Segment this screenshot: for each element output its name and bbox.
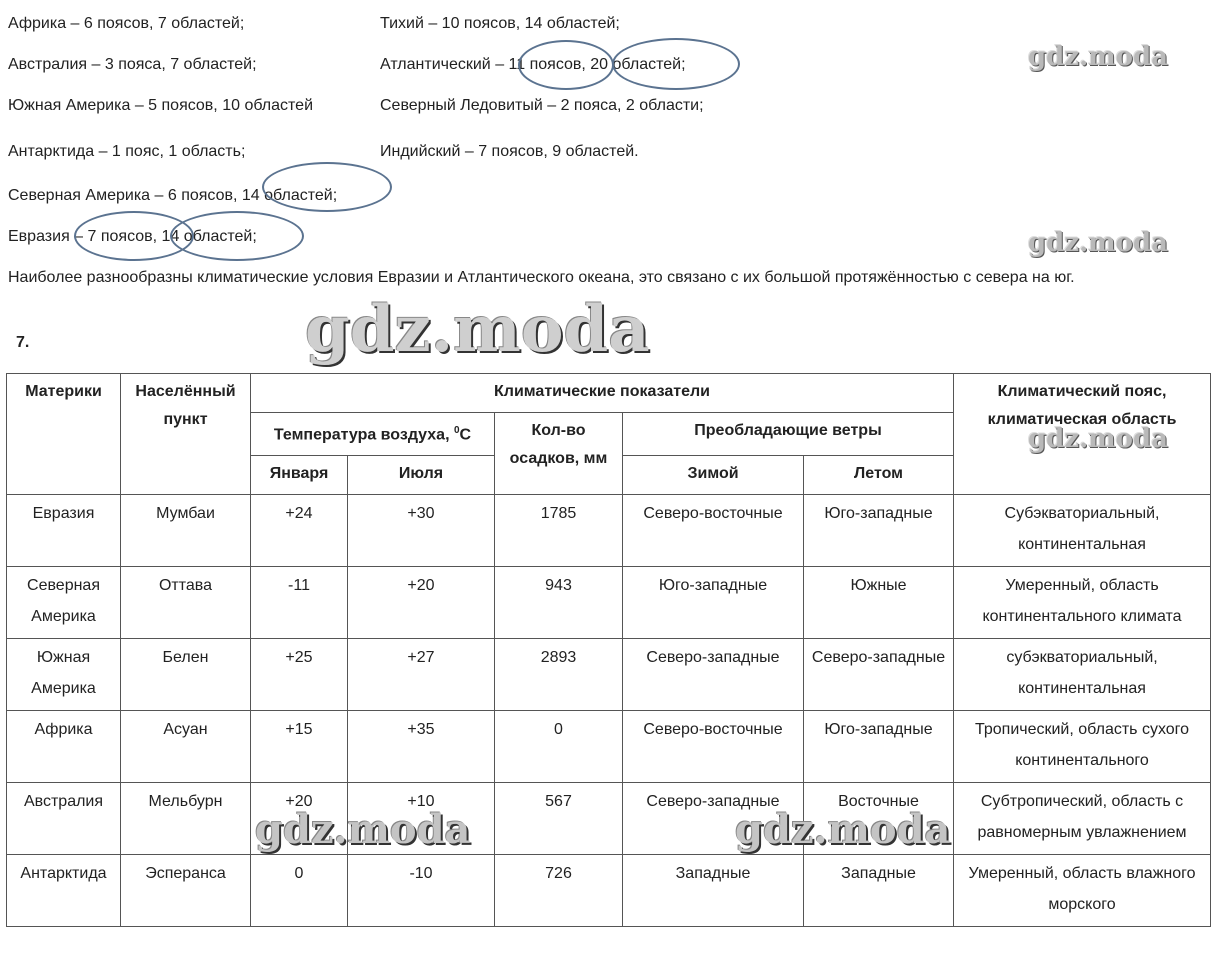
cell-winter: Юго-западные (623, 567, 804, 639)
cell-precip: 726 (495, 855, 623, 927)
ocean-line: Индийский – 7 поясов, 9 областей. (380, 143, 639, 160)
header-winds: Преобладающие ветры (623, 413, 954, 456)
cell-city: Оттава (121, 567, 251, 639)
cell-jan: +24 (251, 495, 348, 567)
cell-zone: Умеренный, область континентального климата (954, 567, 1211, 639)
header-indicators: Климатические показатели (251, 374, 954, 413)
header-precipitation: Кол-во осадков, мм (495, 413, 623, 495)
watermark: gdz.moda (735, 806, 951, 853)
task-number: 7. (16, 334, 30, 351)
cell-precip: 2893 (495, 639, 623, 711)
header-zone: Климатический пояс, климатическая область (954, 374, 1211, 495)
cell-city: Мумбаи (121, 495, 251, 567)
cell-continent: Африка (7, 711, 121, 783)
cell-jul: +30 (348, 495, 495, 567)
cell-precip: 1785 (495, 495, 623, 567)
cell-zone: Субэкваториальный, континентальная (954, 495, 1211, 567)
cell-precip: 943 (495, 567, 623, 639)
cell-continent: Евразия (7, 495, 121, 567)
cell-jul: +20 (348, 567, 495, 639)
header-temperature-label: Температура воздуха, (273, 426, 454, 444)
continent-line: Северная Америка – 6 поясов, 14 областей; (8, 187, 338, 204)
cell-winter: Северо-восточные (623, 495, 804, 567)
cell-summer: Южные (804, 567, 954, 639)
cell-jul: +10 (348, 783, 495, 855)
cell-zone: Умеренный, область влажного морского (954, 855, 1211, 927)
table-row (7, 639, 1211, 711)
watermark: gdz.moda (1028, 424, 1169, 454)
table-row (7, 567, 1211, 639)
watermark: gdz.moda (255, 806, 471, 853)
conclusion-text: Наиболее разнообразны климатические условия Евразии и Атлантического океана, это связано с их большой протяжённостью с севера на юг. (8, 269, 1075, 286)
cell-city: Белен (121, 639, 251, 711)
continent-line: Евразия – 7 поясов, 14 областей; (8, 228, 257, 245)
cell-summer: Западные (804, 855, 954, 927)
cell-winter: Северо-западные (623, 783, 804, 855)
header-january: Января (251, 456, 348, 495)
ocean-line: Тихий – 10 поясов, 14 областей; (380, 15, 620, 32)
watermark: gdz.moda (305, 292, 650, 367)
cell-jul: +27 (348, 639, 495, 711)
header-summer: Летом (804, 456, 954, 495)
continent-line: Австралия – 3 пояса, 7 областей; (8, 56, 257, 73)
cell-city: Мельбурн (121, 783, 251, 855)
header-continent: Материки (7, 374, 121, 495)
continent-line: Антарктида – 1 пояс, 1 область; (8, 143, 246, 160)
cell-jan: +20 (251, 783, 348, 855)
cell-continent: Северная Америка (7, 567, 121, 639)
cell-jan: 0 (251, 855, 348, 927)
celsius-mark: С (459, 426, 472, 444)
climate-table (6, 373, 1211, 927)
watermark: gdz.moda (1028, 42, 1169, 72)
header-july: Июля (348, 456, 495, 495)
continent-line: Южная Америка – 5 поясов, 10 областей (8, 97, 313, 114)
cell-jul: -10 (348, 855, 495, 927)
header-city: Населённый пункт (121, 374, 251, 495)
cell-summer: Юго-западные (804, 495, 954, 567)
cell-zone: Субтропический, область с равномерным увлажнением (954, 783, 1211, 855)
cell-winter: Северо-западные (623, 639, 804, 711)
ocean-line: Атлантический – 11 поясов, 20 областей; (380, 56, 686, 73)
cell-jan: +15 (251, 711, 348, 783)
cell-jan: +25 (251, 639, 348, 711)
cell-jan: -11 (251, 567, 348, 639)
header-temperature (251, 413, 495, 456)
cell-winter: Северо-восточные (623, 711, 804, 783)
degree-mark: 0 (453, 425, 460, 436)
cell-city: Эсперанса (121, 855, 251, 927)
cell-continent: Австралия (7, 783, 121, 855)
continent-line: Африка – 6 поясов, 7 областей; (8, 15, 245, 32)
ocean-line: Северный Ледовитый – 2 пояса, 2 области; (380, 97, 704, 114)
cell-precip: 567 (495, 783, 623, 855)
cell-summer: Северо-западные (804, 639, 954, 711)
table-row (7, 855, 1211, 927)
cell-summer: Юго-западные (804, 711, 954, 783)
cell-jul: +35 (348, 711, 495, 783)
watermark: gdz.moda (1028, 228, 1169, 258)
cell-city: Асуан (121, 711, 251, 783)
table-row (7, 495, 1211, 567)
cell-continent: Антарктида (7, 855, 121, 927)
cell-winter: Западные (623, 855, 804, 927)
cell-continent: Южная Америка (7, 639, 121, 711)
cell-zone: субэкваториальный, континентальная (954, 639, 1211, 711)
cell-summer: Восточные (804, 783, 954, 855)
table-row (7, 711, 1211, 783)
cell-zone: Тропический, область сухого континентального (954, 711, 1211, 783)
header-winter: Зимой (623, 456, 804, 495)
cell-precip: 0 (495, 711, 623, 783)
table-row (7, 783, 1211, 855)
